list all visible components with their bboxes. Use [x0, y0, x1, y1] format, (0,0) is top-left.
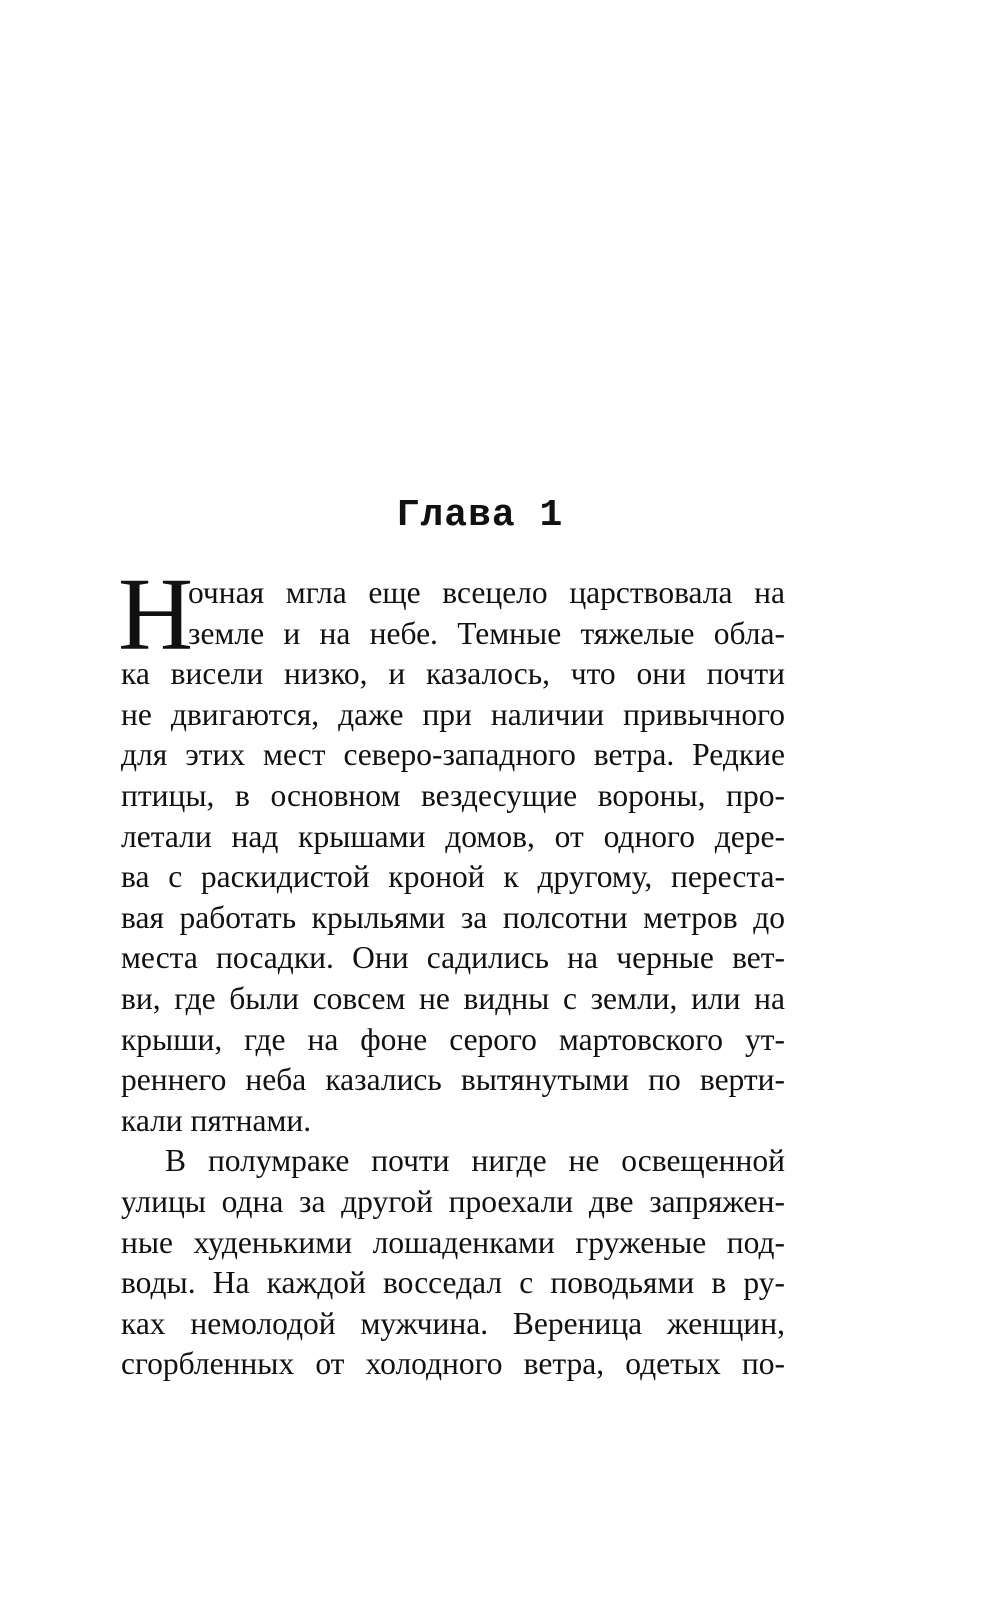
chapter-title: Глава 1 [396, 494, 564, 537]
text-line: ные худенькими лошаденками груженые под- [121, 1224, 785, 1260]
text-line: Н очная мгла еще всецело царствовала на [118, 557, 785, 672]
text-line: птицы, в основном вездесущие вороны, про- [121, 777, 785, 813]
text-line: В полумраке почти нигде не освещенной [165, 1143, 785, 1179]
text-line: летали над крышами домов, от одного дере- [121, 818, 785, 854]
text-line: места посадки. Они садились на черные вет- [121, 940, 785, 976]
body-text [118, 557, 785, 1385]
text-line: ви, где были совсем не видны с земли, или на [121, 980, 785, 1016]
text-line: улицы одна за другой проехали две запряжен- [121, 1183, 785, 1219]
text-line: вая работать крыльями за полсотни метров до [121, 899, 785, 935]
text-line: ва с раскидистой кроной к другому, переста- [121, 859, 785, 895]
text-line: воды. На каждой восседал с поводьями в ру- [121, 1265, 785, 1301]
text-line: сгорбленных от холодного ветра, одетых по- [121, 1346, 785, 1382]
drop-cap: Н [118, 557, 194, 672]
text-line: ка висели низко, и казалось, что они почти [121, 656, 785, 692]
text-line: ках немолодой мужчина. Вереница женщин, [121, 1305, 785, 1341]
text-line: крыши, где на фоне серого мартовского ут- [121, 1021, 785, 1057]
text-line: земле и на небе. Темные тяжелые обла- [188, 615, 785, 651]
text-line: для этих мест северо-западного ветра. Редкие [121, 737, 785, 773]
text-line: не двигаются, даже при наличии привычного [121, 696, 785, 732]
text-line: реннего неба казались вытянутыми по верти- [121, 1062, 785, 1098]
text-line: кали пятнами. [121, 1102, 312, 1138]
